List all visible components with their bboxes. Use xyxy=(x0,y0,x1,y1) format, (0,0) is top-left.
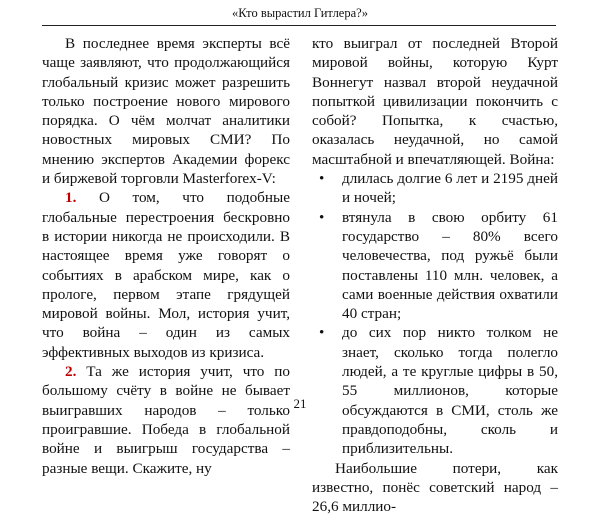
point-2-paragraph xyxy=(42,362,290,478)
bullet-icon: • xyxy=(319,170,325,188)
list-item-text: длилась долгие 6 лет и 2195 дней и ночей; xyxy=(342,170,558,207)
list-item xyxy=(312,208,558,324)
list-item-text: до сих пор никто толком не знает, сколько тогда полегло людей, а те круглые цифры в 50, 55 миллионов, которые обсуждаются в СМИ, столь же правдоподобны, сколь и приблизительны. xyxy=(342,324,558,458)
losses-paragraph: Наибольшие потери, как известно, понёс советский народ – 26,6 миллио- xyxy=(312,459,558,516)
running-header: «Кто вырастил Гитлера?» xyxy=(232,6,368,20)
point-1-text: О том, что подобные глобальные перестроения бескровно в истории никогда не происходили. В настоящее время уже говорят о событиях в арабском мире, как о прологе, первом этапе грядущей мировой войны. Мол, история учит, что война – один из самых эффективных выходов из кризиса. xyxy=(42,189,290,361)
list-item-text: втянула в свою орбиту 61 государство – 80% всего человечества, под ружьё были поставлены 110 млн. человек, а сами военные действия охватили 40 стран; xyxy=(342,208,558,323)
point-1-paragraph xyxy=(42,188,290,362)
continuation-paragraph: кто выиграл от последней Второй мировой войны, которую Курт Воннегут назвал второй неудачной попыткой цивилизации покончить с собой? Попытка, к счастью, оказалась неудачной, но самой масштабной и впечатляющей. Война: xyxy=(312,35,558,168)
list-item xyxy=(312,169,558,208)
header-rule xyxy=(42,25,556,26)
point-1-number: 1. xyxy=(65,189,77,207)
bullet-icon: • xyxy=(319,324,325,342)
point-2-number: 2. xyxy=(65,363,77,381)
list-item xyxy=(312,323,558,458)
point-2-text: Та же история учит, что по большому счёту в войне не бывает выигравших народов – только проигравшие. Победа в глобальной войне и выигрыш государства – разные вещи. Скажите, ну xyxy=(42,363,290,477)
war-facts-list xyxy=(312,169,558,458)
right-column xyxy=(312,34,558,516)
bullet-icon: • xyxy=(319,208,325,226)
page-number: 21 xyxy=(293,396,307,411)
intro-paragraph: В последнее время эксперты всё чаще заявляют, что продолжающийся глобальный кризис может разрешить только построение нового мирового порядка. О чём молчат аналитики новостных мировых СМИ? По мнению экспертов Академии форекс и биржевой торговли Masterforex-V: xyxy=(42,35,290,188)
